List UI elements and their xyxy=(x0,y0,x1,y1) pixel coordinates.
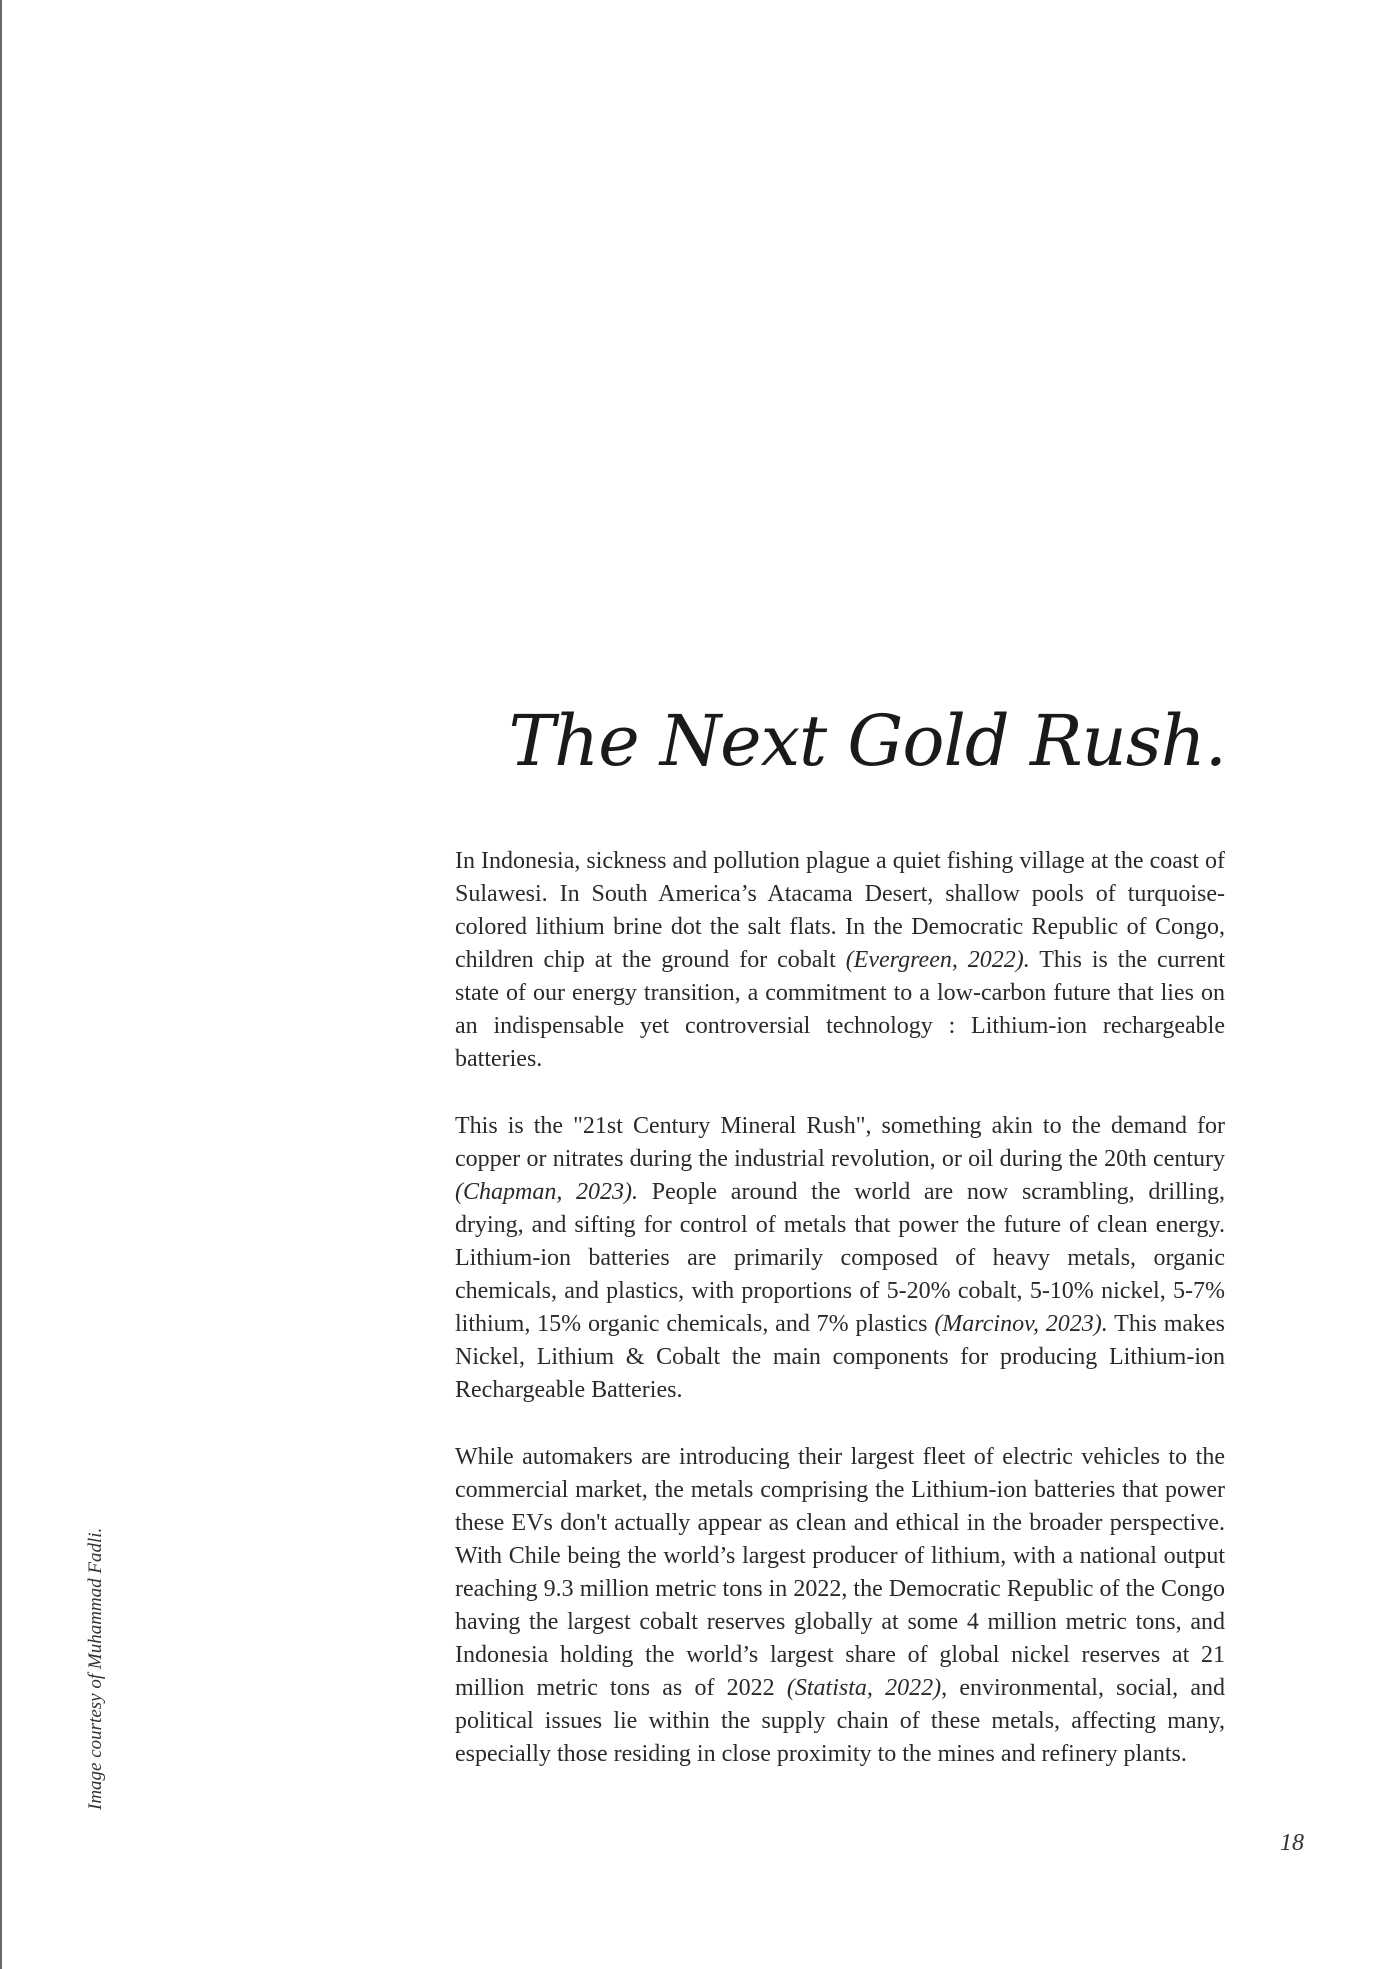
citation-chapman: (Chapman, 2023). xyxy=(455,1179,639,1205)
citation-statista: (Statista, 2022) xyxy=(786,1675,942,1701)
page-number: 18 xyxy=(1280,1830,1304,1856)
paragraph-3-text-b: , environmental, social, and political issues lie within the supply chain of these metals, affecting many, especially those residing in close proximity to the mines and refinery plants. xyxy=(455,1675,1225,1767)
page-title: The Next Gold Rush. xyxy=(508,700,1226,782)
paragraph-1-text-b: This is the current state of our energy transition, a commitment to a low-carbon future that lies on an indispensable yet controversial technology : Lithium-ion rechargeable batteries. xyxy=(455,947,1225,1072)
article-body xyxy=(455,845,1225,1805)
paragraph-2-text-a: This is the "21st Century Mineral Rush", something akin to the demand for copper or nitrates during the industrial revolution, or oil during the 20th century xyxy=(455,1113,1225,1172)
paragraph-2 xyxy=(455,1110,1225,1407)
image-credit: Image courtesy of Muhammad Fadli. xyxy=(85,1527,106,1810)
citation-evergreen: (Evergreen, 2022). xyxy=(845,947,1030,973)
paragraph-3-text-a: While automakers are introducing their largest fleet of electric vehicles to the commercial market, the metals comprising the Lithium-ion batteries that power these EVs don't actually appear as clean and ethical in the broader perspective. With Chile being the world’s largest producer of lithium, with a national output reaching 9.3 million metric tons in 2022, the Democratic Republic of the Congo having the largest cobalt reserves globally at some 4 million metric tons, and Indonesia holding the world’s largest share of global nickel reserves at 21 million metric tons as of 2022 xyxy=(455,1444,1225,1701)
paragraph-2-text-b: People around the world are now scrambling, drilling, drying, and sifting for control of metals that power the future of clean energy. Lithium-ion batteries are primarily composed of heavy metals, organic chemicals, and plastics, with proportions of 5-20% cobalt, 5-10% nickel, 5-7% lithium, 15% organic chemicals, and 7% plastics xyxy=(455,1179,1225,1337)
paragraph-3 xyxy=(455,1441,1225,1771)
paragraph-2-text-c: This makes Nickel, Lithium & Cobalt the main components for producing Lithium-ion Rechargeable Batteries. xyxy=(455,1311,1226,1403)
page-edge-line xyxy=(0,0,2,1969)
paragraph-1 xyxy=(455,845,1225,1076)
paragraph-1-text-a: In Indonesia, sickness and pollution plague a quiet fishing village at the coast of Sulawesi. In South America’s Atacama Desert, shallow pools of turquoise-colored lithium brine dot the salt flats. In the Democratic Republic of Congo, children chip at the ground for cobalt xyxy=(455,848,1225,973)
citation-marcinov: (Marcinov, 2023). xyxy=(934,1311,1108,1337)
